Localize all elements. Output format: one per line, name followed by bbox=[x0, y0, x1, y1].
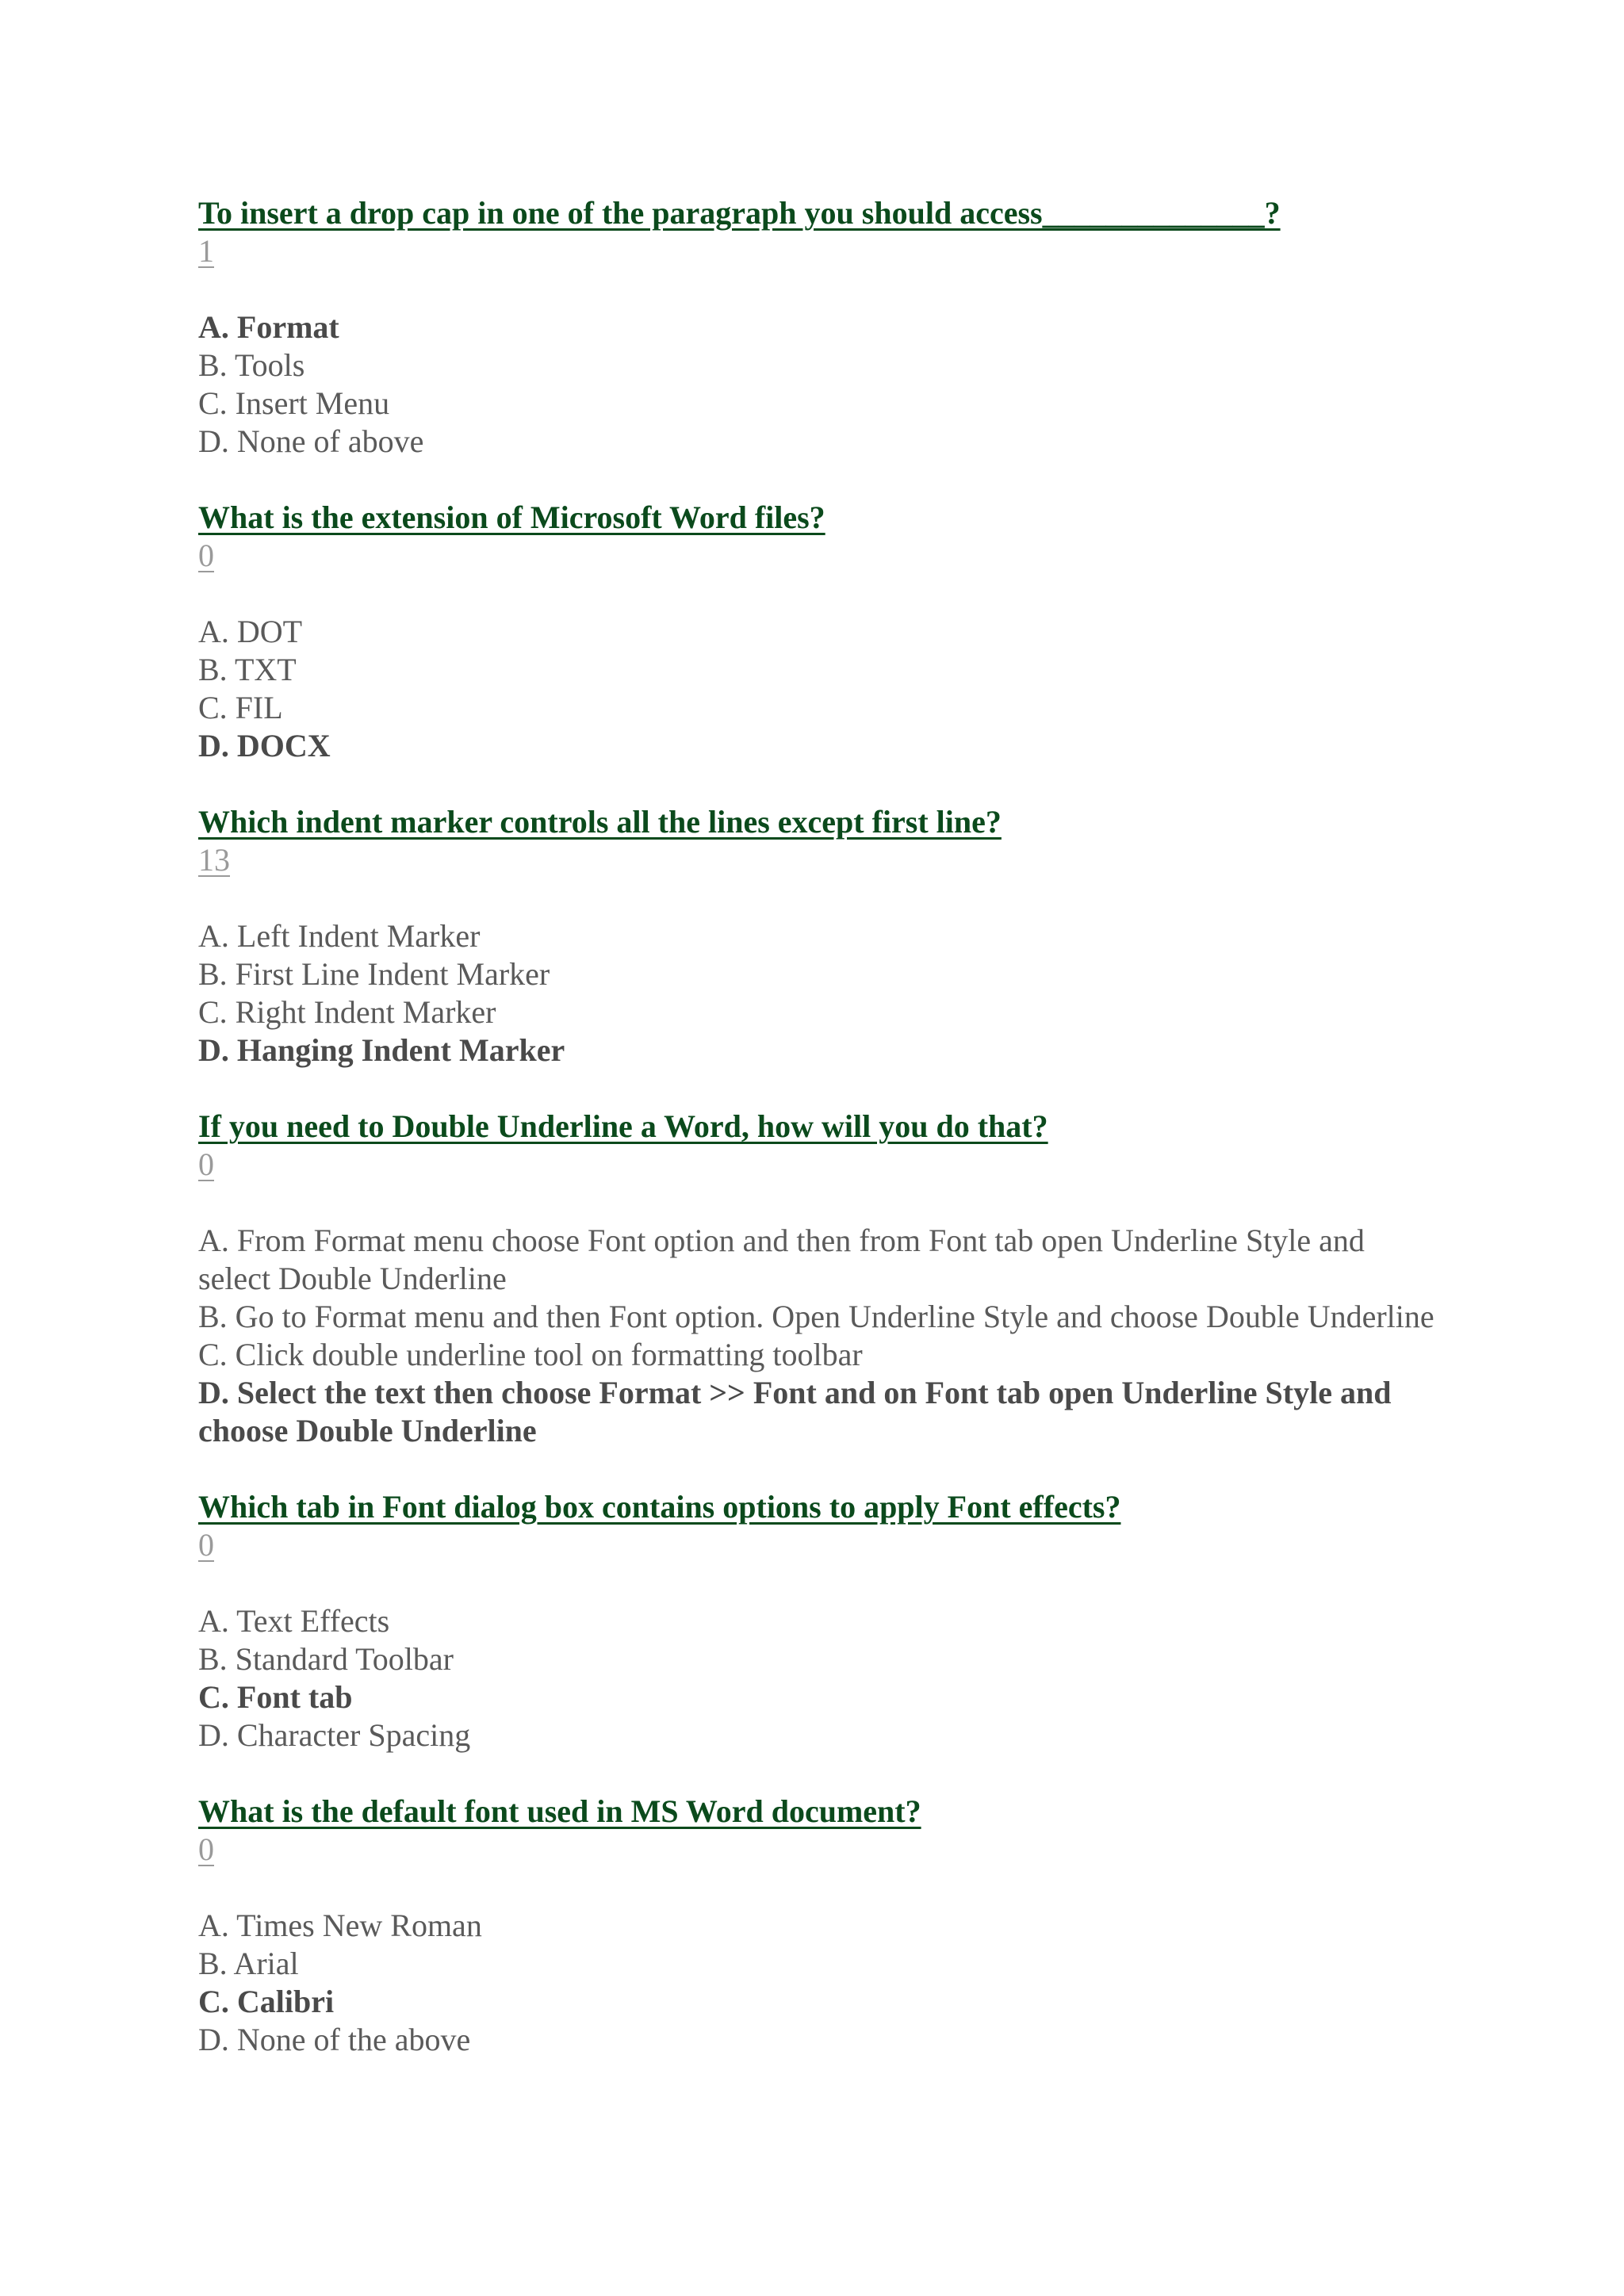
answer-count-link[interactable]: 13 bbox=[198, 842, 230, 878]
answer-count-link[interactable]: 0 bbox=[198, 1527, 214, 1563]
question-block bbox=[198, 803, 1435, 1070]
options-list bbox=[198, 1222, 1435, 1450]
options-list bbox=[198, 1907, 1435, 2059]
question-title-link[interactable]: Which tab in Font dialog box contains options to apply Font effects? bbox=[198, 1489, 1121, 1525]
option-c: C. Right Indent Marker bbox=[198, 994, 496, 1030]
option-d: D. None of the above bbox=[198, 2022, 471, 2057]
option-a: A. DOT bbox=[198, 614, 303, 649]
question-title-link[interactable]: What is the default font used in MS Word document? bbox=[198, 1793, 921, 1829]
option-c: C. FIL bbox=[198, 690, 283, 725]
option-b: B. Standard Toolbar bbox=[198, 1641, 454, 1677]
option-b: B. Tools bbox=[198, 347, 305, 383]
option-d: D. Select the text then choose Format >> Font and on Font tab open Underline Style and choose Double Underline bbox=[198, 1375, 1392, 1448]
question-title-link[interactable]: Which indent marker controls all the lines except first line? bbox=[198, 804, 1002, 840]
options-list bbox=[198, 917, 1435, 1070]
answer-count-link[interactable]: 1 bbox=[198, 233, 214, 269]
quiz-page bbox=[198, 194, 1435, 2097]
question-block bbox=[198, 499, 1435, 765]
option-a: A. Times New Roman bbox=[198, 1908, 482, 1943]
option-b: B. First Line Indent Marker bbox=[198, 956, 550, 992]
option-a: A. Format bbox=[198, 309, 339, 345]
option-d: D. None of above bbox=[198, 423, 424, 459]
options-list bbox=[198, 1602, 1435, 1755]
option-a: A. Left Indent Marker bbox=[198, 918, 481, 954]
option-d: D. DOCX bbox=[198, 728, 331, 763]
option-a: A. Text Effects bbox=[198, 1603, 390, 1639]
option-c: C. Click double underline tool on formatting toolbar bbox=[198, 1337, 863, 1372]
option-c: C. Calibri bbox=[198, 1984, 335, 2019]
answer-count-link[interactable]: 0 bbox=[198, 1146, 214, 1182]
option-b: B. Arial bbox=[198, 1946, 299, 1981]
option-c: C. Insert Menu bbox=[198, 385, 390, 421]
question-block bbox=[198, 1488, 1435, 1755]
answer-count-link[interactable]: 0 bbox=[198, 1831, 214, 1867]
option-d: D. Hanging Indent Marker bbox=[198, 1032, 565, 1068]
question-title-link[interactable]: If you need to Double Underline a Word, how will you do that? bbox=[198, 1108, 1048, 1144]
options-list bbox=[198, 308, 1435, 461]
option-b: B. Go to Format menu and then Font option. Open Underline Style and choose Double Underline bbox=[198, 1299, 1434, 1334]
option-a: A. From Format menu choose Font option and then from Font tab open Underline Style and select Double Underline bbox=[198, 1223, 1365, 1296]
options-list bbox=[198, 613, 1435, 765]
option-c: C. Font tab bbox=[198, 1679, 353, 1715]
question-block bbox=[198, 1108, 1435, 1450]
answer-count-link[interactable]: 0 bbox=[198, 538, 214, 573]
option-d: D. Character Spacing bbox=[198, 1717, 471, 1753]
option-b: B. TXT bbox=[198, 652, 297, 687]
question-title-link[interactable]: What is the extension of Microsoft Word files? bbox=[198, 499, 825, 535]
question-block bbox=[198, 1793, 1435, 2059]
question-block bbox=[198, 194, 1435, 461]
question-title-link[interactable]: To insert a drop cap in one of the paragraph you should access______________? bbox=[198, 195, 1281, 231]
